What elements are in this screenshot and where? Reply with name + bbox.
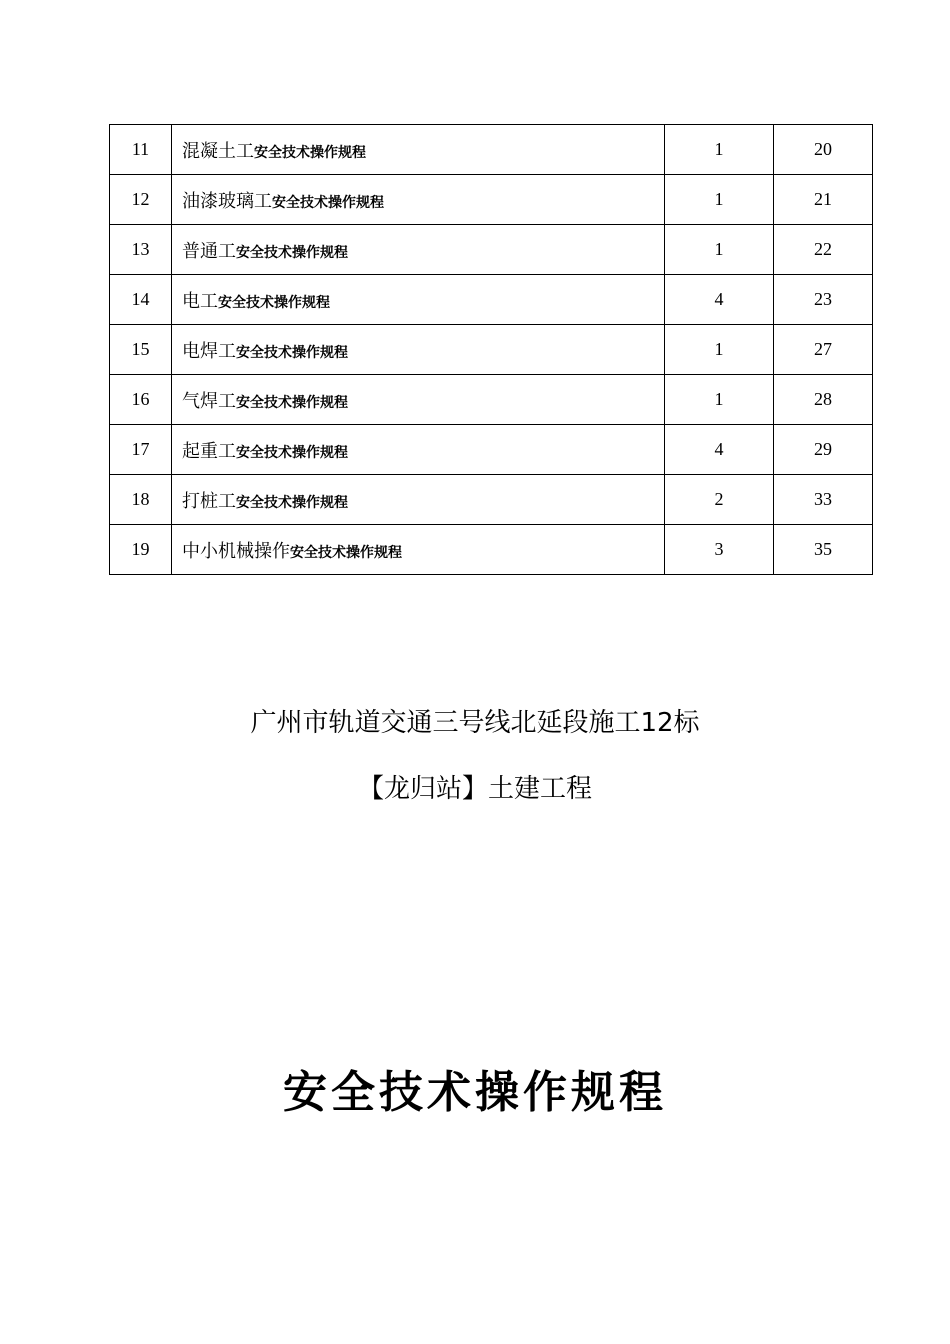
row-title-suffix: 安全技术操作规程 [236,444,348,461]
row-title-suffix: 安全技术操作规程 [272,194,384,211]
row-start-page: 23 [774,275,873,325]
row-title [172,475,665,525]
table-row [110,275,873,325]
table-row [110,475,873,525]
row-start-page: 28 [774,375,873,425]
row-page-count: 1 [665,325,774,375]
row-title-name: 混凝土工 [182,140,254,161]
row-title-name: 普通工 [182,240,236,261]
row-title [172,425,665,475]
row-number: 14 [110,275,172,325]
row-page-count: 3 [665,525,774,575]
row-title-suffix: 安全技术操作规程 [236,344,348,361]
row-number: 12 [110,175,172,225]
table-row [110,525,873,575]
table-row [110,425,873,475]
row-title [172,125,665,175]
row-number: 18 [110,475,172,525]
row-start-page: 27 [774,325,873,375]
document-title: 安全技术操作规程 [283,1067,667,1118]
row-title-suffix: 安全技术操作规程 [254,144,366,161]
table-row [110,175,873,225]
row-title [172,275,665,325]
row-title-suffix: 安全技术操作规程 [218,294,330,311]
row-number: 19 [110,525,172,575]
row-title-suffix: 安全技术操作规程 [236,494,348,511]
row-title [172,325,665,375]
row-title-suffix: 安全技术操作规程 [236,394,348,411]
row-page-count: 4 [665,425,774,475]
row-page-count: 1 [665,375,774,425]
toc-table [109,124,873,575]
row-start-page: 35 [774,525,873,575]
row-start-page: 29 [774,425,873,475]
row-title-suffix: 安全技术操作规程 [290,544,402,561]
row-start-page: 22 [774,225,873,275]
table-row [110,375,873,425]
row-number: 15 [110,325,172,375]
row-start-page: 33 [774,475,873,525]
row-title-name: 油漆玻璃工 [182,190,272,211]
row-title-name: 起重工 [182,440,236,461]
row-start-page: 20 [774,125,873,175]
row-title [172,375,665,425]
row-title-name: 气焊工 [182,390,236,411]
row-page-count: 2 [665,475,774,525]
project-title: 广州市轨道交通三号线北延段施工12标 [250,708,700,738]
row-page-count: 4 [665,275,774,325]
row-page-count: 1 [665,225,774,275]
row-title [172,525,665,575]
row-title-name: 电焊工 [182,340,236,361]
row-number: 16 [110,375,172,425]
row-page-count: 1 [665,125,774,175]
row-start-page: 21 [774,175,873,225]
table-row [110,325,873,375]
row-title-suffix: 安全技术操作规程 [236,244,348,261]
project-subtitle: 【龙归站】土建工程 [357,774,592,804]
row-number: 17 [110,425,172,475]
row-page-count: 1 [665,175,774,225]
row-title-name: 中小机械操作 [182,540,290,561]
table-row [110,225,873,275]
row-title-name: 电工 [182,290,218,311]
row-title [172,175,665,225]
row-number: 13 [110,225,172,275]
row-title-name: 打桩工 [182,490,236,511]
row-title [172,225,665,275]
row-number: 11 [110,125,172,175]
table-row [110,125,873,175]
toc-body [110,125,873,575]
